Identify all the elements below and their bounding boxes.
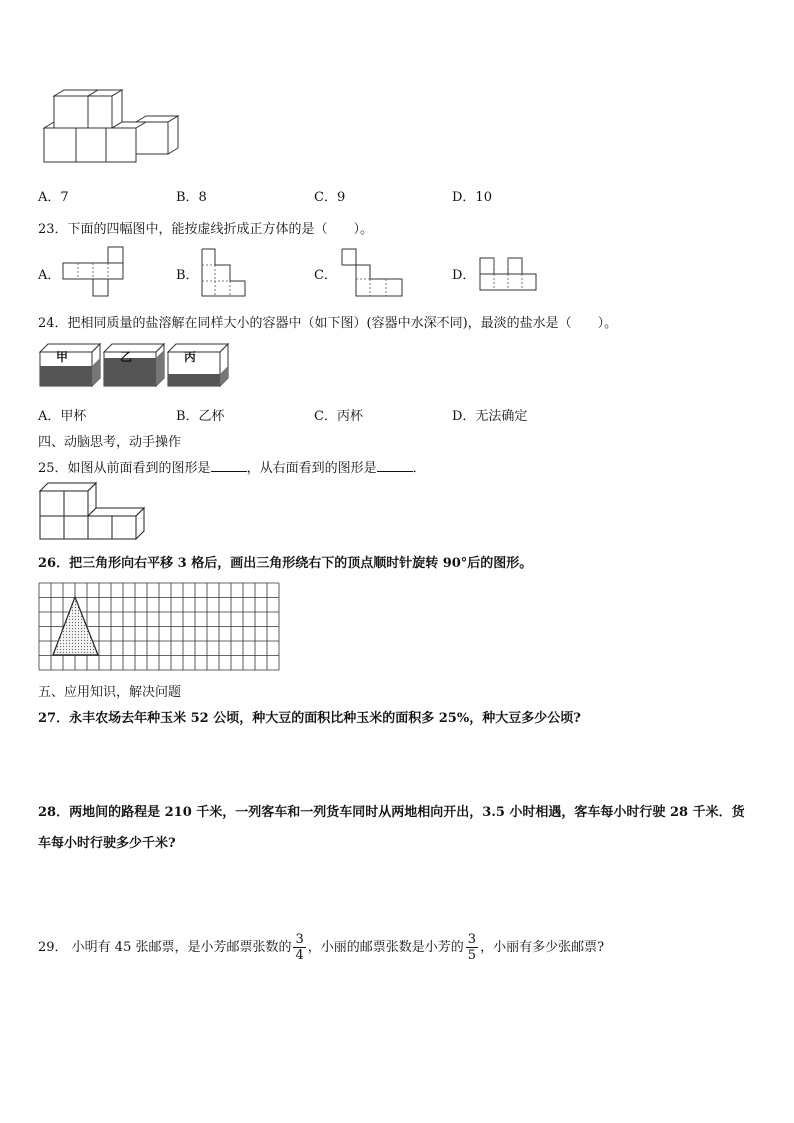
q23-option-d-label[interactable]: D． (452, 268, 476, 283)
cube-net-d (478, 256, 538, 292)
question-26-stem: 26．把三角形向右平移 3 格后，画出三角形绕右下的顶点顺时针旋转 90°后的图形。 (38, 556, 533, 571)
section-4-heading: 四、动脑思考，动手操作 (38, 435, 182, 450)
q29-fraction-2: $\frac{3}{5}$ (467, 932, 477, 963)
q24-option-c[interactable]: C．丙杯 (314, 409, 363, 424)
question-27-stem: 27．永丰农场去年种玉米 52 公顷，种大豆的面积比种玉米的面积多 25%，种大豆多少公顷? (38, 711, 581, 726)
q24-option-b[interactable]: B．乙杯 (176, 409, 225, 424)
option-a[interactable]: A．7 (38, 190, 69, 205)
container-label-bing: 丙 (184, 350, 197, 364)
question-29-stem (38, 928, 604, 968)
cube-net-c (340, 248, 404, 298)
container-label-yi: 乙 (120, 350, 133, 364)
q29-part1: 29． 小明有 45 张邮票，是小芳邮票张数的 (38, 940, 292, 955)
q25-part2: ，从右面看到的图形是 (246, 461, 377, 476)
q25-blank-front[interactable] (211, 459, 247, 472)
q26-grid (38, 582, 279, 671)
q23-option-c-label[interactable]: C． (314, 268, 337, 283)
cube-stack-figure (40, 90, 185, 166)
cube-net-b (200, 248, 248, 298)
q29-part2: ，小丽的邮票张数是小芳的 (307, 940, 464, 955)
option-c[interactable]: C．9 (314, 190, 346, 205)
q25-blank-right[interactable] (377, 459, 413, 472)
q29-fraction-1: $\frac{3}{4}$ (295, 932, 304, 963)
cube-net-a (62, 246, 124, 298)
question-28-line-1: 28．两地间的路程是 210 千米，一列客车和一列货车同时从两地相向开出，3.5 小时相遇，客车每小时行驶 28 千米．货 (38, 805, 745, 820)
option-b[interactable]: B．8 (176, 190, 207, 205)
container-label-jia: 甲 (56, 350, 69, 364)
q25-part3: ． (412, 461, 426, 476)
q29-part3: ，小丽有多少张邮票? (480, 940, 605, 955)
q23-option-a-label[interactable]: A． (38, 268, 61, 283)
question-25-stem (38, 457, 426, 476)
option-d[interactable]: D．10 (452, 190, 492, 205)
q24-option-d[interactable]: D．无法确定 (452, 409, 528, 424)
question-28-line-2: 车每小时行驶多少千米? (38, 836, 176, 851)
section-5-heading: 五、应用知识，解决问题 (38, 685, 182, 700)
q25-cube-figure (38, 483, 148, 541)
q24-option-a[interactable]: A．甲杯 (38, 409, 87, 424)
q26-triangle (53, 597, 98, 655)
q25-num: 25． (38, 461, 68, 476)
question-24-stem: 24．把相同质量的盐溶解在同样大小的容器中（如下图）(容器中水深不同)，最淡的盐水是（ ）。 (38, 316, 618, 331)
q23-option-b-label[interactable]: B． (176, 268, 199, 283)
question-23-stem: 23．下面的四幅图中，能按虚线折成正方体的是（ ）。 (38, 222, 374, 237)
q25-part1: 如图从前面看到的图形是 (67, 461, 211, 476)
